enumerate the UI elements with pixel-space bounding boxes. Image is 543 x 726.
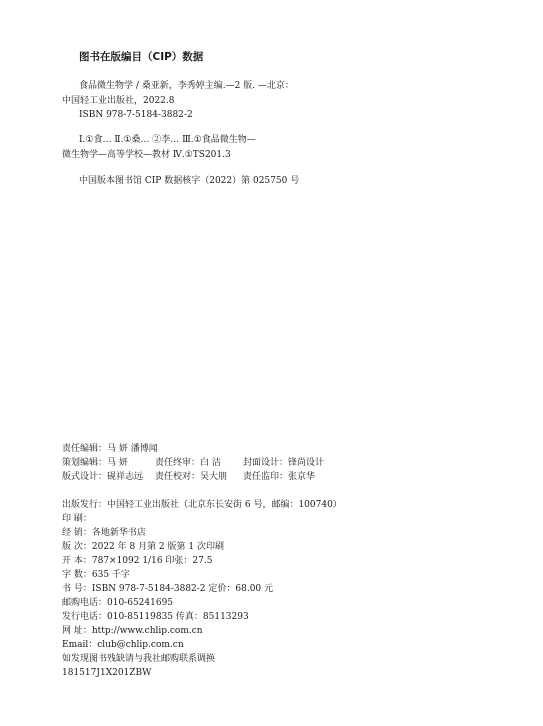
cip-title: 图书在版编目（CIP）数据 bbox=[79, 51, 204, 63]
credit-planning-editor: 策划编辑：马 妍 bbox=[62, 458, 128, 468]
pub-word-count: 字 数：635 千字 bbox=[62, 570, 130, 580]
credit-cover-design: 封面设计：锋尚设计 bbox=[243, 458, 325, 468]
pub-website: 网 址：http://www.chlip.com.cn bbox=[62, 626, 203, 636]
pub-format: 开 本：787×1092 1/16 印张：27.5 bbox=[62, 556, 213, 566]
pub-publisher: 出版发行：中国轻工业出版社（北京东长安街 6 号，邮编：100740） bbox=[62, 500, 342, 510]
pub-printer: 印 刷： bbox=[62, 514, 92, 524]
cip-line-subjects-2: 微生物学—高等学校—教材 Ⅳ.①TS201.3 bbox=[62, 150, 231, 160]
cip-line-isbn: ISBN 978-7-5184-3882-2 bbox=[79, 110, 193, 120]
pub-product-code: 181517J1X201ZBW bbox=[62, 668, 152, 678]
credit-print-supervisor: 责任监印：张京华 bbox=[243, 472, 316, 482]
pub-defect-notice: 如发现图书残缺请与我社邮购联系调换 bbox=[62, 654, 216, 664]
credit-proofread: 责任校对：吴大朋 bbox=[155, 472, 228, 482]
credit-layout-design: 版式设计：砚祥志远 bbox=[62, 472, 144, 482]
cip-line-subjects-1: Ⅰ.①食… Ⅱ.①桑… ②李… Ⅲ.①食品微生物— bbox=[79, 135, 256, 145]
credit-final-review: 责任终审：白 洁 bbox=[155, 458, 221, 468]
cip-line-title-authors: 食品微生物学 / 桑亚新，李秀婷主编.—2 版. —北京： bbox=[79, 81, 294, 91]
pub-sales-phone: 发行电话：010-85119835 传真：85113293 bbox=[62, 612, 249, 622]
pub-isbn-price: 书 号：ISBN 978-7-5184-3882-2 定价：68.00 元 bbox=[62, 584, 274, 594]
cip-line-data-number: 中国版本图书馆 CIP 数据核字（2022）第 025750 号 bbox=[79, 176, 300, 186]
credit-editors: 责任编辑：马 妍 潘博闻 bbox=[62, 444, 158, 454]
pub-distributor: 经 销：各地新华书店 bbox=[62, 528, 146, 538]
pub-mail-order-phone: 邮购电话：010-65241695 bbox=[62, 598, 174, 608]
cip-line-publisher: 中国轻工业出版社，2022.8 bbox=[62, 96, 175, 106]
pub-email: Email：club@chlip.com.cn bbox=[62, 640, 184, 650]
pub-edition: 版 次：2022 年 8 月第 2 版第 1 次印刷 bbox=[62, 542, 224, 552]
